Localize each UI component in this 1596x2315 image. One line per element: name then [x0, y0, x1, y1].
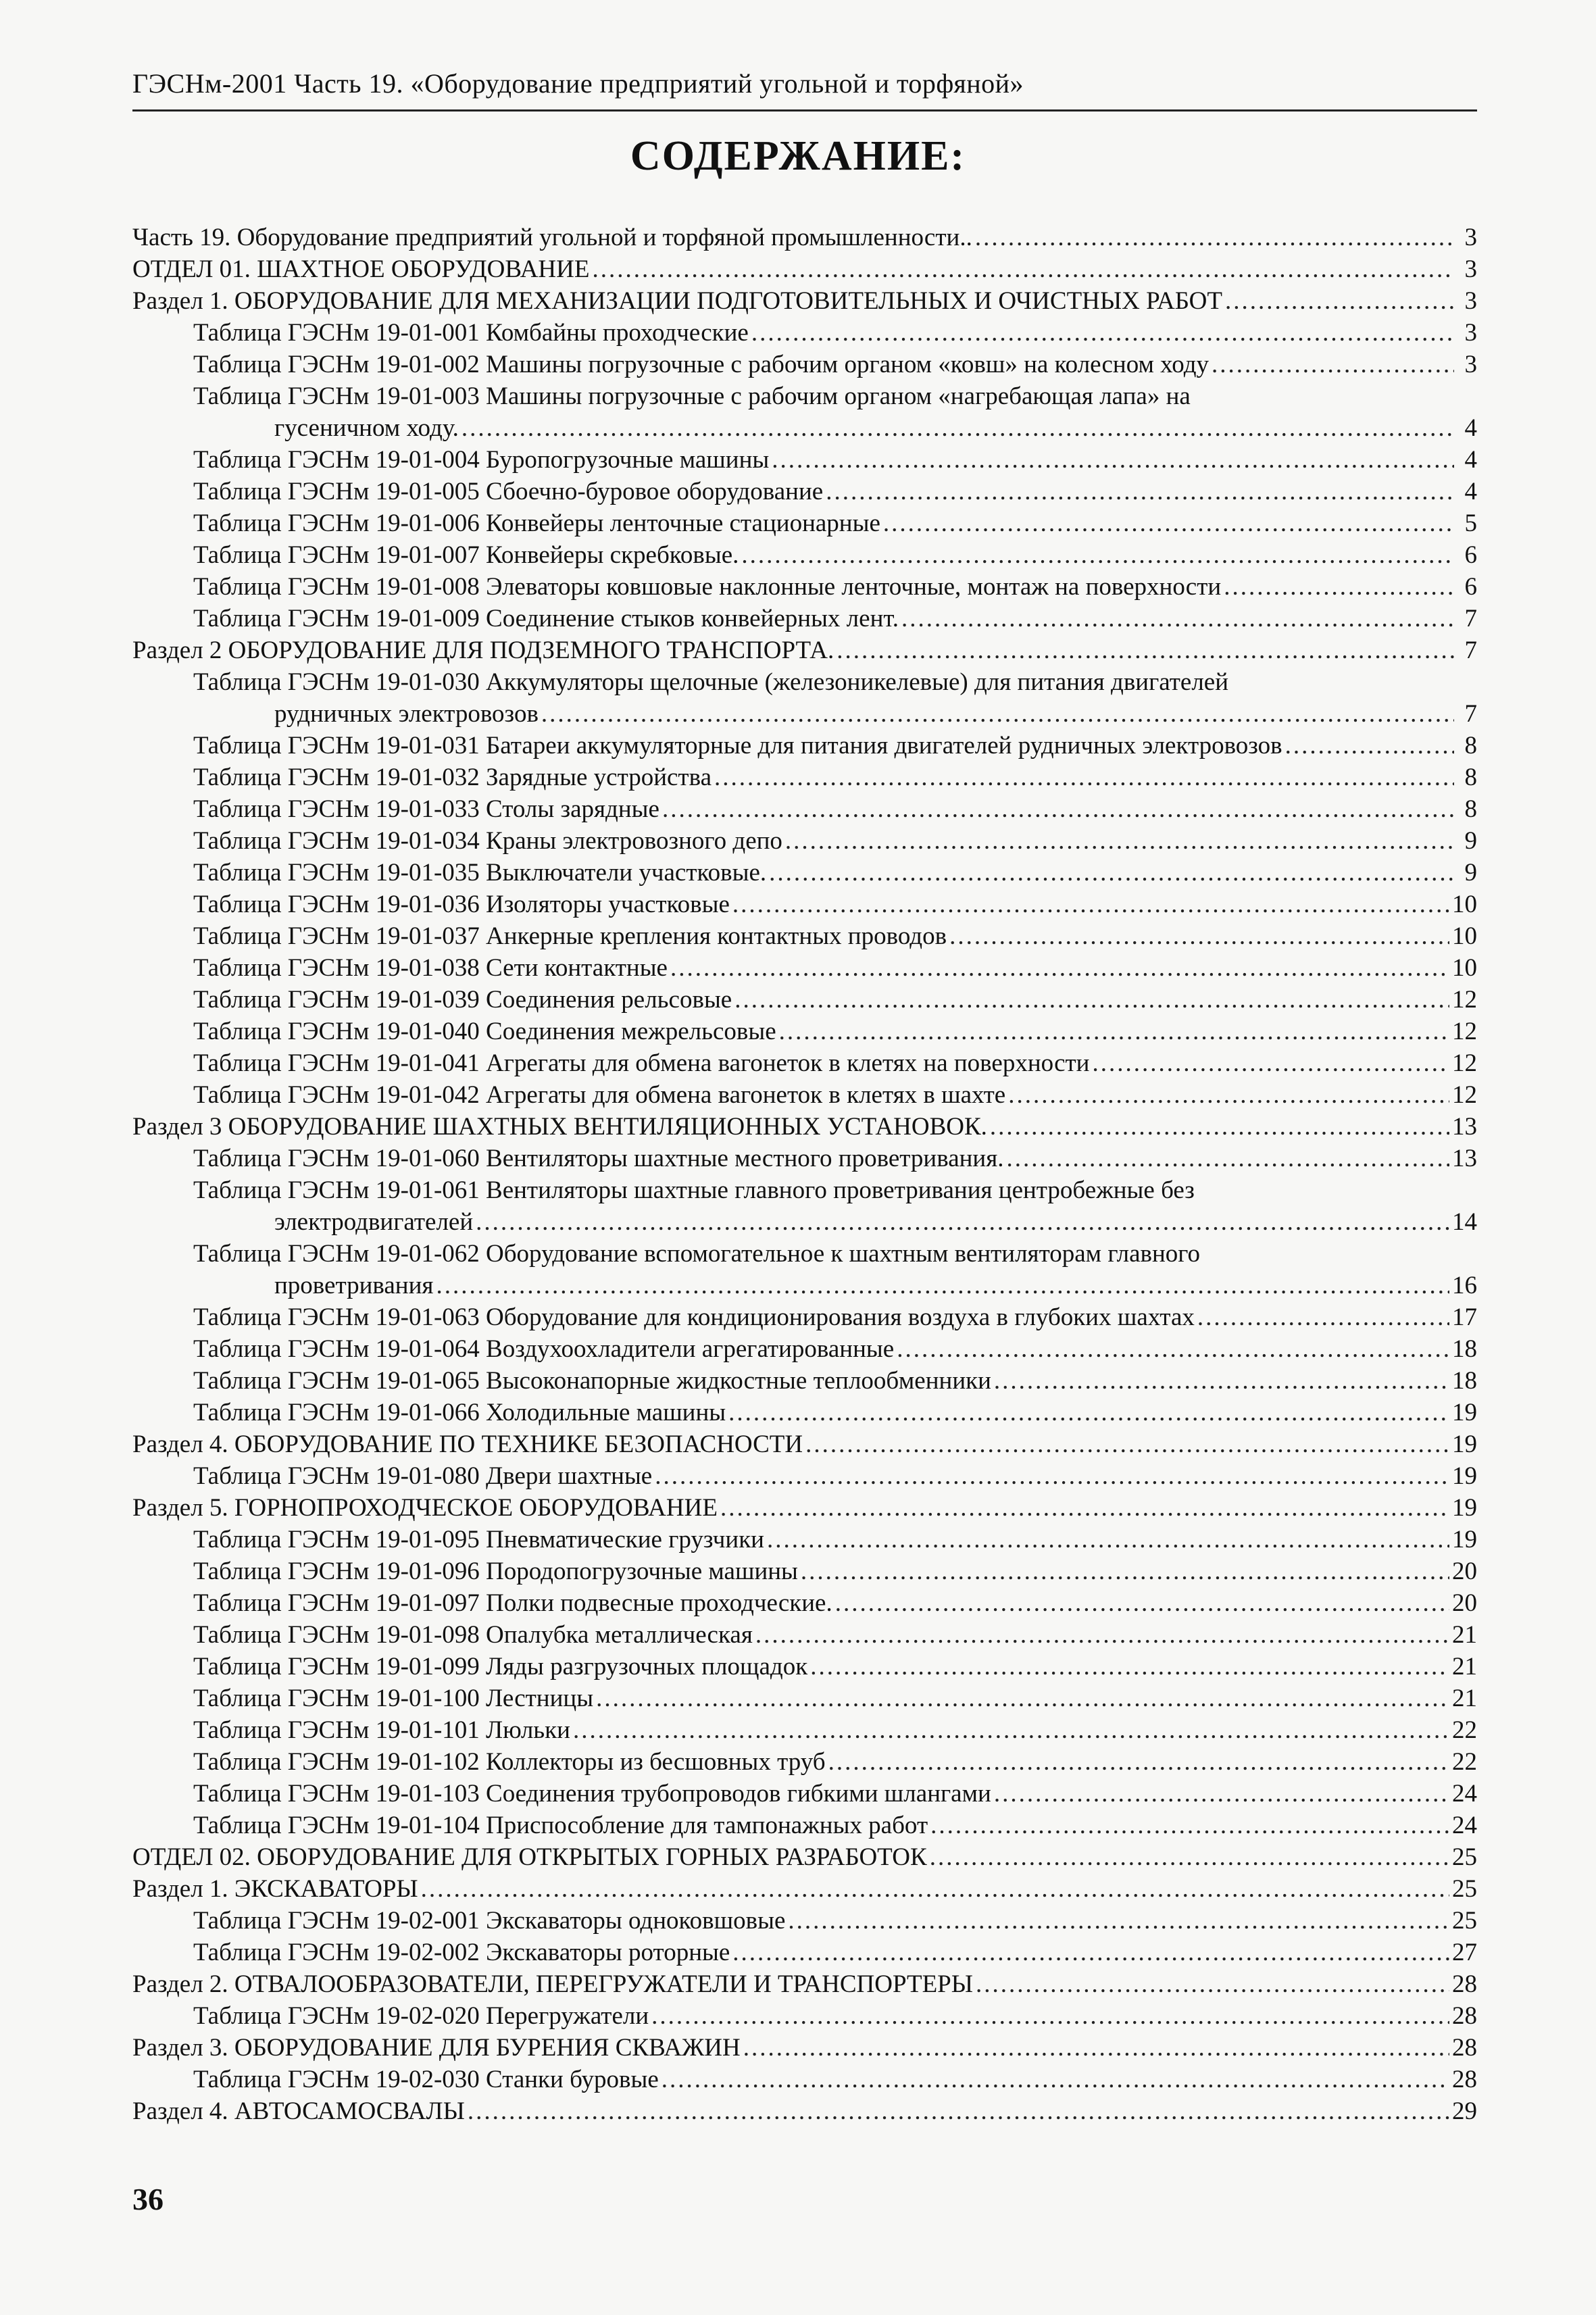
toc-entry: Таблица ГЭСНм 19-01-002 Машины погрузочные с рабочим органом «ковш» на колесном ходу ..... 3	[193, 349, 1477, 380]
toc-entry-first-line: Таблица ГЭСНм 19-01-062 Оборудование вспомогательное к шахтным вентиляторам главного	[193, 1240, 1201, 1268]
toc-entry: Таблица ГЭСНм 19-01-007 Конвейеры скребковые. ..... 6	[193, 539, 1477, 571]
toc-entry: Раздел 2 ОБОРУДОВАНИЕ ДЛЯ ПОДЗЕМНОГО ТРАНСПОРТА. ..... 7	[132, 634, 1477, 666]
toc-entry: Таблица ГЭСНм 19-01-095 Пневматические грузчики ..... 19	[193, 1524, 1477, 1555]
toc-entry: Таблица ГЭСНм 19-01-096 Породопогрузочные машины ..... 20	[193, 1555, 1477, 1587]
page-title: СОДЕРЖАНИЕ:	[630, 133, 966, 179]
toc-entry-first-line: Таблица ГЭСНм 19-01-061 Вентиляторы шахтные главного проветривания центробежные без	[193, 1176, 1195, 1204]
toc-entry: Таблица ГЭСНм 19-01-036 Изоляторы участковые ..... 10	[193, 889, 1477, 920]
toc-entry: Таблица ГЭСНм 19-01-099 Ляды разгрузочных площадок ..... 21	[193, 1651, 1477, 1683]
toc-entry: проветривания ..... 16	[274, 1270, 1477, 1301]
toc-entry: Таблица ГЭСНм 19-01-038 Сети контактные ..... 10	[193, 952, 1477, 984]
toc-entry-first-line: Таблица ГЭСНм 19-01-003 Машины погрузочные с рабочим органом «нагребающая лапа» на	[193, 382, 1191, 410]
toc-entry: ОТДЕЛ 02. ОБОРУДОВАНИЕ ДЛЯ ОТКРЫТЫХ ГОРНЫХ РАЗРАБОТОК ..... 25	[132, 1841, 1477, 1873]
toc-entry: Таблица ГЭСНм 19-01-104 Приспособление для тампонажных работ ..... 24	[193, 1810, 1477, 1841]
toc-entry: электродвигателей ..... 14	[274, 1206, 1477, 1238]
toc-entry: Таблица ГЭСНм 19-01-080 Двери шахтные ..... 19	[193, 1460, 1477, 1492]
toc-entry: гусеничном ходу. ..... 4	[274, 412, 1477, 444]
toc-entry: Таблица ГЭСНм 19-01-001 Комбайны проходческие ..... 3	[193, 317, 1477, 349]
toc-entry: Таблица ГЭСНм 19-01-063 Оборудование для кондиционирования воздуха в глубоких шахтах ..... 17	[193, 1301, 1477, 1333]
toc-entry: Таблица ГЭСНм 19-01-042 Агрегаты для обмена вагонеток в клетях в шахте ..... 12	[193, 1079, 1477, 1111]
toc-entry: Таблица ГЭСНм 19-01-008 Элеваторы ковшовые наклонные ленточные, монтаж на поверхности ..... 6	[193, 571, 1477, 603]
toc-entry: ОТДЕЛ 01. ШАХТНОЕ ОБОРУДОВАНИЕ ..... 3	[132, 253, 1477, 285]
toc-entry: Часть 19. Оборудование предприятий угольной и торфяной промышленности.. ..... 3	[132, 222, 1477, 253]
toc-entry: Раздел 4. АВТОСАМОСВАЛЫ ..... 29	[132, 2095, 1477, 2127]
toc-entry: Таблица ГЭСНм 19-01-065 Высоконапорные жидкостные теплообменники ..... 18	[193, 1365, 1477, 1397]
page-number: 36	[132, 2182, 164, 2216]
toc-entry: Раздел 1. ОБОРУДОВАНИЕ ДЛЯ МЕХАНИЗАЦИИ ПОДГОТОВИТЕЛЬНЫХ И ОЧИСТНЫХ РАБОТ ..... 3	[132, 285, 1477, 317]
toc-entry: Таблица ГЭСНм 19-01-102 Коллекторы из бесшовных труб ..... 22	[193, 1746, 1477, 1778]
toc-entry: Таблица ГЭСНм 19-02-001 Экскаваторы одноковшовые ..... 25	[193, 1905, 1477, 1937]
toc-entry: Таблица ГЭСНм 19-01-041 Агрегаты для обмена вагонеток в клетях на поверхности ..... 12	[193, 1047, 1477, 1079]
toc-entry: Таблица ГЭСНм 19-01-098 Опалубка металлическая ..... 21	[193, 1619, 1477, 1651]
toc-entry: Раздел 3. ОБОРУДОВАНИЕ ДЛЯ БУРЕНИЯ СКВАЖИН ..... 28	[132, 2032, 1477, 2064]
toc-entry: Таблица ГЭСНм 19-01-033 Столы зарядные ..... 8	[193, 793, 1477, 825]
toc-entry: Таблица ГЭСНм 19-02-020 Перегружатели ..... 28	[193, 2000, 1477, 2032]
toc-entry: Раздел 3 ОБОРУДОВАНИЕ ШАХТНЫХ ВЕНТИЛЯЦИОННЫХ УСТАНОВОК. ..... 13	[132, 1111, 1477, 1143]
toc-entry: Таблица ГЭСНм 19-01-103 Соединения трубопроводов гибкими шлангами ..... 24	[193, 1778, 1477, 1810]
toc-entry: Раздел 4. ОБОРУДОВАНИЕ ПО ТЕХНИКЕ БЕЗОПАСНОСТИ ..... 19	[132, 1428, 1477, 1460]
toc-entry: Таблица ГЭСНм 19-01-035 Выключатели участковые. ..... 9	[193, 857, 1477, 889]
running-header: ГЭСНм-2001 Часть 19. «Оборудование предприятий угольной и торфяной»	[132, 68, 1024, 99]
toc-entry-first-line: Таблица ГЭСНм 19-01-030 Аккумуляторы щелочные (железоникелевые) для питания двигателей	[193, 668, 1229, 696]
toc-entry: Раздел 2. ОТВАЛООБРАЗОВАТЕЛИ, ПЕРЕГРУЖАТЕЛИ И ТРАНСПОРТЕРЫ ..... 28	[132, 1968, 1477, 2000]
toc-entry: Раздел 5. ГОРНОПРОХОДЧЕСКОЕ ОБОРУДОВАНИЕ ..... 19	[132, 1492, 1477, 1524]
toc-entry: Таблица ГЭСНм 19-02-002 Экскаваторы роторные ..... 27	[193, 1937, 1477, 1968]
toc-entry: Таблица ГЭСНм 19-02-030 Станки буровые ..... 28	[193, 2064, 1477, 2095]
toc-entry: Таблица ГЭСНм 19-01-006 Конвейеры ленточные стационарные ..... 5	[193, 507, 1477, 539]
header-rule	[132, 109, 1477, 111]
toc-entry: Таблица ГЭСНм 19-01-005 Сбоечно-буровое оборудование ..... 4	[193, 476, 1477, 507]
toc-entry: Таблица ГЭСНм 19-01-004 Буропогрузочные машины ..... 4	[193, 444, 1477, 476]
toc-entry: Таблица ГЭСНм 19-01-066 Холодильные машины ..... 19	[193, 1397, 1477, 1428]
toc-entry: Таблица ГЭСНм 19-01-034 Краны электровозного депо ..... 9	[193, 825, 1477, 857]
toc-entry: Таблица ГЭСНм 19-01-064 Воздухоохладители агрегатированные ..... 18	[193, 1333, 1477, 1365]
toc-entry: Таблица ГЭСНм 19-01-097 Полки подвесные проходческие. ..... 20	[193, 1587, 1477, 1619]
toc-entry: Таблица ГЭСНм 19-01-039 Соединения рельсовые ..... 12	[193, 984, 1477, 1016]
toc-entry: Таблица ГЭСНм 19-01-037 Анкерные крепления контактных проводов ..... 10	[193, 920, 1477, 952]
toc-entry: Таблица ГЭСНм 19-01-060 Вентиляторы шахтные местного проветривания. ..... 13	[193, 1143, 1477, 1174]
toc-entry: рудничных электровозов ..... 7	[274, 698, 1477, 730]
toc-entry: Таблица ГЭСНм 19-01-100 Лестницы ..... 21	[193, 1683, 1477, 1714]
toc-entry: Таблица ГЭСНм 19-01-032 Зарядные устройства ..... 8	[193, 762, 1477, 793]
toc-entry: Таблица ГЭСНм 19-01-009 Соединение стыков конвейерных лент. ..... 7	[193, 603, 1477, 634]
toc-entry: Таблица ГЭСНм 19-01-031 Батареи аккумуляторные для питания двигателей рудничных электровозов ..... 8	[193, 730, 1477, 762]
toc-entry: Таблица ГЭСНм 19-01-040 Соединения межрельсовые ..... 12	[193, 1016, 1477, 1047]
toc-entry: Таблица ГЭСНм 19-01-101 Люльки ..... 22	[193, 1714, 1477, 1746]
toc-entry: Раздел 1. ЭКСКАВАТОРЫ ..... 25	[132, 1873, 1477, 1905]
